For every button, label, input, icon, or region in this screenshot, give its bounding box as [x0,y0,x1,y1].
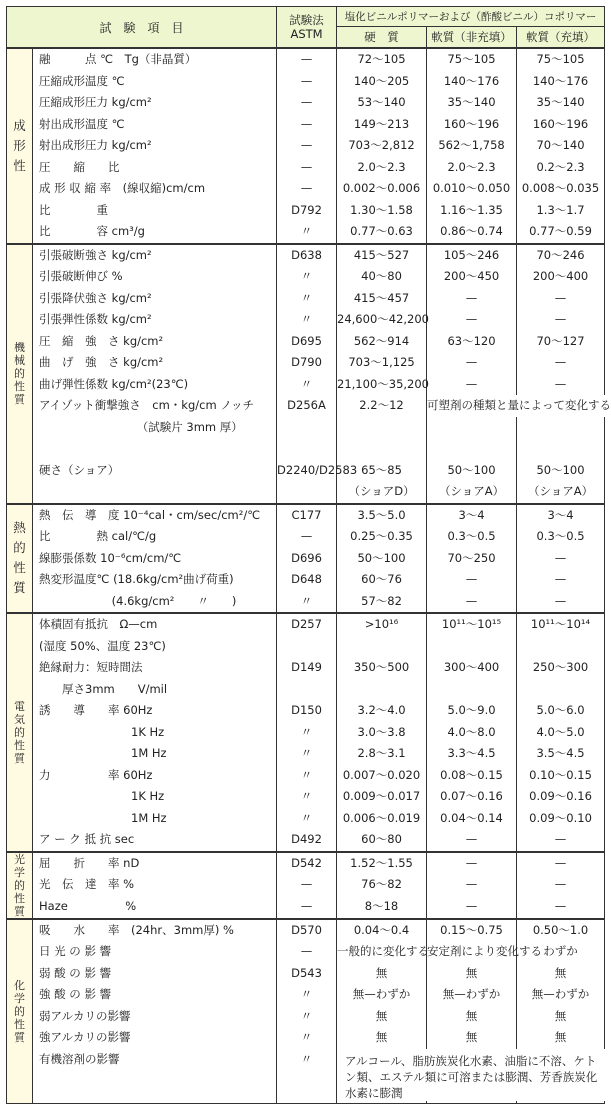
header-row-1 [7,7,605,27]
astm-method-column [277,919,337,1104]
value-soft-filled: 0.2～2.3 [536,159,585,174]
astm-method [277,481,336,503]
value-rigid: 0.25～0.35 [350,529,413,543]
value-soft-unfilled-column [427,48,517,244]
astm-method: — [300,529,313,543]
value-soft-filled: 35～140 [536,95,585,109]
astm-method [277,679,336,701]
property-name [33,438,276,460]
header-sub-soft-unfilled: 軟質（非充填） [427,27,517,49]
value-soft-unfilled [427,679,516,701]
value-soft-unfilled: — [465,376,478,391]
section-row [7,613,605,852]
header-sub-rigid: 硬 質 [337,27,427,49]
property-name: (4.6kg/cm² 〃 ) [39,593,237,608]
property-name: （試験片 3mm 厚） [39,419,243,434]
value-rigid [337,417,426,439]
property-name: 引張弾性係数 kg/cm² [39,312,152,326]
value-soft-unfilled: 0.86～0.74 [440,224,503,238]
value-soft-unfilled: — [465,290,478,305]
value-rigid: 703～1,125 [348,355,415,369]
value-soft-unfilled: 140～176 [443,73,500,88]
value-soft-filled: 160～196 [532,116,589,131]
header-group: 塩化ビニルポリマーおよび（酢酸ビニル）コポリマー [337,7,605,27]
value-rigid: 40～80 [361,269,402,283]
property-name: 比 容 cm³/g [39,224,145,238]
value-soft-filled-column [517,613,605,852]
value-rigid: 53～140 [357,95,406,109]
value-soft-filled: — [554,832,567,846]
property-name-column [33,613,277,852]
value-rigid: 無 [375,965,388,980]
property-name: 力 率 60Hz [39,767,153,782]
value-soft-filled: 0.50～1.0 [532,922,589,937]
value-rigid: 1.30～1.58 [350,202,413,217]
property-name: 曲げ弾性係数 kg/cm²(23℃) [39,376,189,391]
value-soft-unfilled [427,438,516,460]
astm-method: 〃 [300,1051,313,1066]
astm-method: — [300,52,313,66]
section-category [7,504,33,614]
value-soft-unfilled [427,417,516,439]
astm-method: 〃 [300,987,313,1001]
property-name: 線膨張係数 10⁻⁶cm/cm/℃ [39,550,182,565]
astm-method: D648 [291,572,322,586]
value-soft-unfilled: — [465,572,478,586]
value-rigid: 8～18 [364,898,399,913]
astm-method: 〃 [300,767,313,782]
value-soft-filled: 5.0～6.0 [536,703,585,717]
value-soft-unfilled: 2.0～2.3 [447,159,496,174]
section-row [7,48,605,244]
value-soft-unfilled: 4.0～8.0 [447,724,496,739]
astm-method: D695 [291,333,322,348]
property-name: 1K Hz [39,789,165,803]
value-rigid: 0.006～0.019 [342,810,421,825]
value-soft-filled [517,438,604,460]
value-rigid: 562～914 [353,333,410,348]
astm-method: D570 [291,922,322,937]
value-soft-filled: — [554,376,567,391]
section-category-label: 光学的性質 [14,852,25,918]
astm-method: 〃 [300,224,313,238]
value-rigid: 415～457 [353,290,410,305]
value-soft-filled: 250～300 [532,660,589,674]
value-rigid [337,636,426,658]
astm-method: — [300,116,313,131]
value-soft-filled: — [554,550,567,565]
astm-method: D149 [291,660,322,674]
value-soft-filled: 無 [554,965,567,980]
value-rigid: 149～213 [353,116,410,131]
astm-method-column [277,613,337,852]
value-soft-filled: （ショアA） [527,484,594,498]
value-soft-unfilled: 200～450 [443,269,500,283]
property-name: 1M Hz [39,746,167,760]
astm-method: 〃 [300,376,313,391]
value-rigid: 2.8～3.1 [357,746,406,760]
section-row [7,919,605,1104]
value-soft-filled: — [554,593,567,608]
value-rigid: 21,100～35,200 [337,376,429,391]
value-soft-filled: 1.3～1.7 [536,202,585,217]
astm-method: — [300,877,313,891]
section-category-label: 成形性 [13,117,26,173]
value-soft-filled: — [554,290,567,305]
property-name: 吸 水 率 (24hr、3mm厚) % [39,922,234,937]
value-soft-unfilled-column [427,852,517,919]
astm-method: 〃 [300,789,313,803]
value-rigid: 3.5～5.0 [357,507,406,522]
value-soft-filled: — [554,898,567,913]
astm-method: D150 [291,703,322,717]
property-name: 圧 縮 比 [39,159,120,174]
astm-method: 〃 [300,593,313,608]
value-rigid: 50～100 [357,550,406,565]
property-name: 射出成形圧力 kg/cm² [39,138,152,152]
value-soft-unfilled: 0.08～0.15 [440,767,503,782]
property-name: 弱 酸 の 影 響 [39,965,112,980]
property-name: 有機溶剤の影響 [39,1051,120,1066]
astm-method: D790 [291,355,322,369]
value-soft-filled: — [554,572,567,586]
section-row [7,244,605,504]
value-soft-filled: 70～140 [536,138,585,152]
property-name: 体積固有抵抗 Ω—cm [39,617,158,631]
astm-method: 〃 [300,269,313,283]
value-rigid: 72～105 [357,52,406,66]
value-soft-filled: 0.3～0.5 [536,529,585,543]
property-name: 強アルカリの影響 [39,1030,131,1044]
value-soft-filled: 0.008～0.035 [521,181,600,195]
value-soft-unfilled: — [465,593,478,608]
astm-method: 〃 [300,724,313,739]
property-name: ア ー ク 抵 抗 sec [39,832,135,846]
property-name-column [33,48,277,244]
value-rigid: 65～85 [361,462,402,477]
section-category [7,919,33,1104]
value-soft-unfilled: 562～1,758 [438,138,505,152]
value-rigid: （ショアD） [348,484,415,498]
value-soft-unfilled: 63～120 [447,333,496,348]
value-rigid: 0.77～0.63 [350,224,413,238]
astm-method: 〃 [300,312,313,326]
property-name [33,481,276,503]
value-rigid: 2.2～12 [359,398,404,412]
value-soft-unfilled: 75～105 [447,52,496,66]
section-category-label: 熱的性質 [13,520,26,596]
value-soft-filled: 無—わずか [531,987,590,1001]
astm-method: D2240/D2583 [277,462,358,477]
property-name: (湿度 50%、温度 23℃) [39,638,166,653]
value-rigid: >10¹⁶ [364,617,399,631]
value-soft-unfilled-column [427,504,517,614]
value-rigid: 60～76 [361,572,402,586]
section-category-label: 機械的性質 [14,341,25,406]
note-solvent-effect: アルコール、脂肪族炭化水素、油脂に不溶、ケトン類、エステル類に可溶または膨潤、芳香族炭化水素に膨潤 [337,1049,607,1101]
astm-method: — [300,95,313,109]
value-soft-unfilled: — [465,898,478,913]
property-name: 曲 げ 強 さ kg/cm² [39,355,164,369]
value-rigid: 3.0～3.8 [357,724,406,739]
section-category [7,613,33,852]
astm-method: D542 [291,855,322,870]
value-soft-unfilled: 無—わずか [442,987,501,1001]
astm-method: D792 [291,202,322,217]
astm-method-column [277,48,337,244]
property-name-column [33,852,277,919]
header-astm-text: 試験法 ASTM [289,13,324,41]
property-name: 圧 縮 強 さ kg/cm² [39,333,164,348]
astm-method: 〃 [300,746,313,760]
property-name: 誘 導 率 60Hz [39,703,153,717]
value-soft-unfilled: — [465,355,478,369]
property-name: 強 酸 の 影 響 [39,987,112,1001]
value-rigid: 無 [375,1030,388,1044]
value-soft-filled-column [517,48,605,244]
property-name: 日 光 の 影 響 [39,944,112,958]
value-soft-unfilled: 10¹¹～10¹⁵ [441,617,502,631]
value-rigid: 76～82 [361,877,402,891]
property-name: 成 形 収 縮 率 (線収縮)cm/cm [39,181,206,195]
value-soft-filled: — [554,312,567,326]
section-category [7,852,33,919]
properties-table [6,6,611,1104]
astm-method: — [300,73,313,88]
property-name: Haze % [39,898,137,913]
value-soft-filled-column [517,852,605,919]
value-soft-filled: 3.5～4.5 [536,746,585,760]
property-name: 光 伝 達 率 % [39,877,135,891]
value-rigid: 703～2,812 [348,138,415,152]
section-category-label: 電気的性質 [14,699,25,765]
astm-method: C177 [291,507,322,522]
value-soft-unfilled: 0.15～0.75 [440,922,503,937]
section-category-label: 化学的性質 [14,978,25,1044]
value-soft-filled: — [554,355,567,369]
astm-method: 〃 [300,290,313,305]
value-soft-unfilled: — [465,832,478,846]
value-soft-filled: 70～127 [536,333,585,348]
value-soft-unfilled: — [465,877,478,891]
value-soft-filled [517,679,604,701]
value-soft-filled: 0.77～0.59 [529,224,592,238]
value-soft-filled: わずか [543,944,578,958]
value-soft-unfilled: 70～250 [447,550,496,565]
value-soft-filled: 3～4 [547,507,574,522]
value-rigid: 60～80 [361,832,402,846]
value-soft-unfilled-column [427,613,517,852]
header-sub-soft-filled: 軟質（充填） [517,27,605,49]
value-soft-unfilled: — [465,855,478,870]
astm-method: — [300,944,313,958]
value-soft-filled: 4.0～5.0 [536,724,585,739]
property-name: 引張降伏強さ kg/cm² [39,290,152,305]
value-rigid: 2.0～2.3 [357,159,406,174]
property-name: 硬さ（ショア） [39,462,120,477]
value-soft-unfilled: 0.04～0.14 [440,810,503,825]
property-name: 絶縁耐力：短時間法 [39,660,143,674]
property-name: 圧縮成形温度 ℃ [39,73,125,88]
property-name: 射出成形温度 ℃ [39,116,125,131]
value-soft-unfilled: 160～196 [443,116,500,131]
value-soft-unfilled: 無 [465,1008,478,1023]
value-soft-filled-column [517,244,605,504]
value-soft-filled: 0.09～0.16 [529,789,592,803]
value-soft-unfilled: — [465,312,478,326]
property-name: 圧縮成形圧力 kg/cm² [39,95,152,109]
value-rigid: 3.2～4.0 [357,703,406,717]
property-name: アイゾット衝撃強さ cm・kg/cm ノッチ [39,398,255,412]
value-rigid: 無 [375,1008,388,1023]
value-rigid: 0.04～0.4 [353,922,410,937]
value-soft-filled: — [554,877,567,891]
astm-method: D638 [291,247,322,262]
property-name: 厚さ3mm V/mil [39,681,168,696]
value-rigid: 0.007～0.020 [342,767,421,782]
value-soft-filled: 75～105 [536,52,585,66]
value-soft-unfilled: 5.0～9.0 [447,703,496,717]
value-soft-unfilled: 0.3～0.5 [447,529,496,543]
section-row [7,504,605,614]
value-soft-filled: 無 [554,1030,567,1044]
astm-method: D492 [291,832,322,846]
value-soft-filled: 0.09～0.10 [529,810,592,825]
value-rigid: 140～205 [353,73,410,88]
header-item: 試 験 項 目 [7,7,277,49]
izod-note: 可塑剤の種類と量によって変化する [427,395,605,417]
value-rigid: 無—わずか [352,987,411,1001]
value-soft-filled: 無 [554,1008,567,1023]
astm-method: 〃 [300,1008,313,1023]
astm-method: — [300,181,313,195]
astm-method: D696 [291,550,322,565]
value-rigid: 一般的に変化する [337,944,430,958]
property-name: 引張破断伸び % [39,269,123,283]
value-rigid: 0.009～0.017 [342,789,421,803]
value-rigid: 57～82 [361,593,402,608]
astm-method: D257 [291,617,322,631]
property-name: 1K Hz [39,724,165,739]
property-name-column [33,919,277,1104]
value-rigid-column [337,613,427,852]
astm-method [277,438,336,460]
astm-method: 〃 [300,1030,313,1044]
value-rigid-column [337,852,427,919]
value-soft-unfilled: 無 [465,965,478,980]
value-soft-unfilled: 35～140 [447,95,496,109]
astm-method: D256A [287,398,326,412]
property-name-column [33,504,277,614]
property-name: 引張破断強さ kg/cm² [39,247,152,262]
astm-method-column [277,244,358,504]
property-name: 比 重 [39,202,108,217]
value-rigid [337,438,426,460]
value-soft-filled: 70～246 [536,247,585,262]
astm-method-column [277,504,337,614]
value-rigid: 1.52～1.55 [350,855,413,870]
value-soft-unfilled: 300～400 [443,660,500,674]
value-soft-filled: 200～400 [532,269,589,283]
value-rigid: 24,600～42,200 [337,312,429,326]
property-name: 比 熱 cal/℃/g [39,529,157,543]
value-soft-unfilled: 50～100 [447,462,496,477]
value-soft-unfilled: 0.010～0.050 [432,181,511,195]
astm-method [277,417,336,439]
section-row [7,852,605,919]
astm-method: — [300,138,313,152]
astm-method: D543 [291,965,322,980]
property-name: 熱変形温度℃ (18.6kg/cm²曲げ荷重) [39,572,234,586]
value-soft-unfilled: 0.07～0.16 [440,789,503,803]
property-name: 弱アルカリの影響 [39,1008,131,1023]
value-soft-unfilled: 3～4 [458,507,485,522]
value-rigid: 0.002～0.006 [342,181,421,195]
value-soft-filled: 10¹¹～10¹⁴ [530,617,591,631]
value-soft-unfilled: 3.3～4.5 [447,746,496,760]
value-rigid-column [337,504,427,614]
property-name: 熱 伝 導 度 10⁻⁴cal・cm/sec/cm²/℃ [39,507,261,522]
astm-method: — [300,898,313,913]
property-name-column [33,244,277,504]
value-rigid-column [337,48,427,244]
astm-method-column [277,852,337,919]
value-soft-unfilled: 1.16～1.35 [440,202,503,217]
value-rigid: 350～500 [353,660,410,674]
value-soft-filled [517,636,604,658]
value-soft-filled: 50～100 [536,462,585,477]
property-name: 融 点 ℃ Tg（非晶質） [39,52,197,66]
astm-method [277,636,336,658]
value-soft-unfilled: 安定剤により変化する [427,944,543,958]
astm-method: 〃 [300,810,313,825]
value-rigid: 415～527 [353,247,410,262]
property-name: 屈 折 率 nD [39,855,140,870]
section-category [7,48,33,244]
value-rigid [337,679,426,701]
value-soft-filled-column [517,504,605,614]
value-soft-unfilled: 無 [465,1030,478,1044]
value-soft-filled: 140～176 [532,73,589,88]
value-soft-filled: — [554,855,567,870]
astm-method: — [300,159,313,174]
header-astm [277,7,337,49]
value-soft-unfilled [427,636,516,658]
value-soft-unfilled: （ショアA） [438,484,505,498]
section-category [7,244,33,504]
value-soft-unfilled: 105～246 [443,247,500,262]
property-table-container [6,6,611,1104]
value-soft-filled [517,417,604,439]
property-name: 1M Hz [39,810,167,825]
value-soft-filled: 0.10～0.15 [529,767,592,782]
